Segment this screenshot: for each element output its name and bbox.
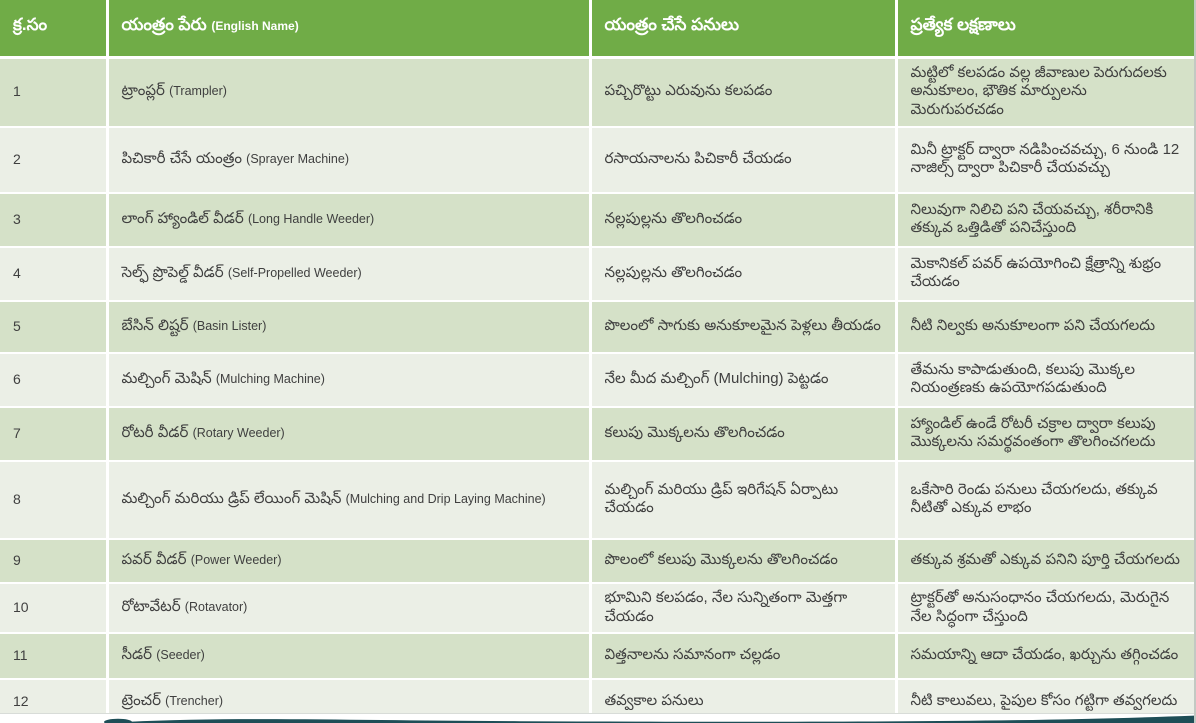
serial-number-cell: 8 [0, 461, 107, 539]
machine-name-telugu: లాంగ్ హ్యాండిల్ వీడర్ [121, 209, 248, 227]
header-serial-number-label: క్ర.సం [13, 14, 48, 34]
special-features-cell: తేమను కాపాడుతుంది, కలుపు మొక్కల నియంత్రణకు ఉపయోగపడుతుంది [896, 353, 1194, 407]
machine-name-cell [107, 57, 590, 127]
table-row [0, 353, 1194, 407]
machine-work-cell: కలుపు మొక్కలను తొలగించడం [590, 407, 896, 461]
serial-number-cell: 1 [0, 57, 107, 127]
machine-work-cell: నేల మీద మల్చింగ్ (Mulching) పెట్టడం [590, 353, 896, 407]
serial-number-cell: 11 [0, 633, 107, 679]
header-special-features-label: ప్రత్యేక లక్షణాలు [910, 14, 1016, 34]
table-row [0, 407, 1194, 461]
machine-name-cell [107, 461, 590, 539]
table-row [0, 539, 1194, 583]
machine-name-cell [107, 301, 590, 353]
machine-name-english: (Rotavator) [184, 600, 248, 615]
machine-name-telugu: సీడర్ [121, 646, 157, 664]
machine-name-english: (Basin Lister) [192, 318, 267, 333]
special-features-cell: మెకానికల్ పవర్ ఉపయోగించి క్షేత్రాన్ని శుభ్రం చేయడం [896, 247, 1194, 301]
header-serial-number [0, 0, 107, 57]
machine-name-cell [107, 247, 590, 301]
machine-name-english: (Mulching and Drip Laying Machine) [345, 491, 546, 506]
table-row [0, 247, 1194, 301]
machine-name-cell [107, 583, 590, 634]
special-features-cell: మట్టిలో కలపడం వల్ల జీవాణుల పెరుగుదలకు అనుకూలం, భౌతిక మార్పులను మెరుగుపరచడం [896, 57, 1194, 127]
special-features-cell: మినీ ట్రాక్టర్ ద్వారా నడిపించవచ్చు, 6 నుండి 12 నాజిల్స్ ద్వారా పిచికారీ చేయవచ్చు [896, 127, 1194, 193]
machine-work-cell: నల్లపుల్లను తొలగించడం [590, 193, 896, 247]
machine-name-cell [107, 353, 590, 407]
special-features-cell: నిలువుగా నిలిచి పని చేయవచ్చు, శరీరానికి తక్కువ ఒత్తిడితో పనిచేస్తుంది [896, 193, 1194, 247]
machine-work-cell: పచ్చిరొట్టు ఎరువును కలపడం [590, 57, 896, 127]
machine-work-cell: పొలంలో సాగుకు అనుకూలమైన పెళ్లలు తీయడం [590, 301, 896, 353]
machine-name-telugu: మల్చింగ్ మరియు డ్రిప్ లేయింగ్ మెషిన్ [121, 489, 346, 507]
serial-number-cell: 3 [0, 193, 107, 247]
machine-name-english: (Self-Propelled Weeder) [227, 265, 362, 280]
machine-name-telugu: రోటరీ వీడర్ [121, 423, 193, 441]
machine-name-cell [107, 127, 590, 193]
table-row [0, 57, 1194, 127]
special-features-cell: నీటి నిల్వకు అనుకూలంగా పని చేయగలదు [896, 301, 1194, 353]
serial-number-cell: 7 [0, 407, 107, 461]
machine-name-telugu: మల్చింగ్ మెషిన్ [121, 369, 216, 387]
machine-name-english: (Trencher) [165, 694, 224, 709]
machine-name-english: (Mulching Machine) [215, 371, 325, 386]
machine-work-cell: తవ్వకాల పనులు [590, 679, 896, 723]
machine-name-english: (Long Handle Weeder) [247, 211, 375, 226]
machine-name-cell [107, 539, 590, 583]
machine-name-cell [107, 407, 590, 461]
machine-name-telugu: పవర్ వీడర్ [121, 550, 191, 568]
table-row [0, 127, 1194, 193]
machine-name-telugu: రోటావేటర్ [121, 598, 185, 616]
header-row [0, 0, 1194, 57]
machine-work-cell: భూమిని కలపడం, నేల సున్నితంగా మెత్తగా చేయడం [590, 583, 896, 634]
special-features-cell: తక్కువ శ్రమతో ఎక్కువ పనిని పూర్తి చేయగలదు [896, 539, 1194, 583]
machine-work-cell: నల్లపుల్లను తొలగించడం [590, 247, 896, 301]
machine-name-cell [107, 633, 590, 679]
table-row [0, 193, 1194, 247]
machine-work-cell: విత్తనాలను సమానంగా చల్లడం [590, 633, 896, 679]
serial-number-cell: 12 [0, 679, 107, 723]
machines-table-body [0, 57, 1194, 723]
table-row [0, 633, 1194, 679]
swoosh-graphic [0, 714, 1196, 723]
machine-name-telugu: సెల్ఫ్ ప్రొపెల్డ్ వీడర్ [121, 263, 228, 281]
machine-name-telugu: ట్రెంచర్ [121, 692, 166, 710]
special-features-cell: హ్యాండిల్ ఉండే రోటరీ చక్రాల ద్వారా కలుపు మొక్కలను సమర్థవంతంగా తొలగించగలదు [896, 407, 1194, 461]
header-machine-work [590, 0, 896, 57]
machine-name-english: (Trampler) [169, 84, 227, 99]
table-row [0, 583, 1194, 634]
machine-work-cell: రసాయనాలను పిచికారీ చేయడం [590, 127, 896, 193]
serial-number-cell: 9 [0, 539, 107, 583]
machine-name-english: (Rotary Weeder) [192, 425, 285, 440]
serial-number-cell: 5 [0, 301, 107, 353]
header-machine-name-label: యంత్రం పేరు [121, 14, 207, 34]
machine-work-cell: మల్చింగ్ మరియు డ్రిప్ ఇరిగేషన్ ఏర్పాటు చేయడం [590, 461, 896, 539]
special-features-cell: ట్రాక్టర్‌తో అనుసంధానం చేయగలదు, మెరుగైన నేల సిద్ధంగా చేస్తుంది [896, 583, 1194, 634]
machine-work-cell: పొలంలో కలుపు మొక్కలను తొలగించడం [590, 539, 896, 583]
machine-name-cell [107, 193, 590, 247]
machine-name-english: (Power Weeder) [190, 552, 282, 567]
header-english-name-label: (English Name) [211, 18, 299, 33]
machine-name-telugu: ట్రాంప్లర్ [121, 82, 170, 100]
table-row [0, 461, 1194, 539]
special-features-cell: సమయాన్ని ఆదా చేయడం, ఖర్చును తగ్గించడం [896, 633, 1194, 679]
serial-number-cell: 10 [0, 583, 107, 634]
machine-name-english: (Sprayer Machine) [246, 151, 349, 166]
serial-number-cell: 4 [0, 247, 107, 301]
header-special-features [896, 0, 1194, 57]
serial-number-cell: 6 [0, 353, 107, 407]
machine-name-english: (Seeder) [156, 648, 205, 663]
table-row [0, 301, 1194, 353]
machine-name-telugu: బేసిన్ లిష్టర్ [121, 316, 193, 334]
header-machine-work-label: యంత్రం చేసే పనులు [604, 14, 739, 34]
machine-name-telugu: పిచికారీ చేసే యంత్రం [121, 149, 247, 167]
header-machine-name [107, 0, 590, 57]
special-features-cell: నీటి కాలువలు, పైపుల కోసం గట్టిగా తవ్వగలదు [896, 679, 1194, 723]
slide-bottom-decoration [0, 713, 1196, 723]
table-header [0, 0, 1194, 57]
special-features-cell: ఒకేసారి రెండు పనులు చేయగలదు, తక్కువ నీటితో ఎక్కువ లాభం [896, 461, 1194, 539]
serial-number-cell: 2 [0, 127, 107, 193]
